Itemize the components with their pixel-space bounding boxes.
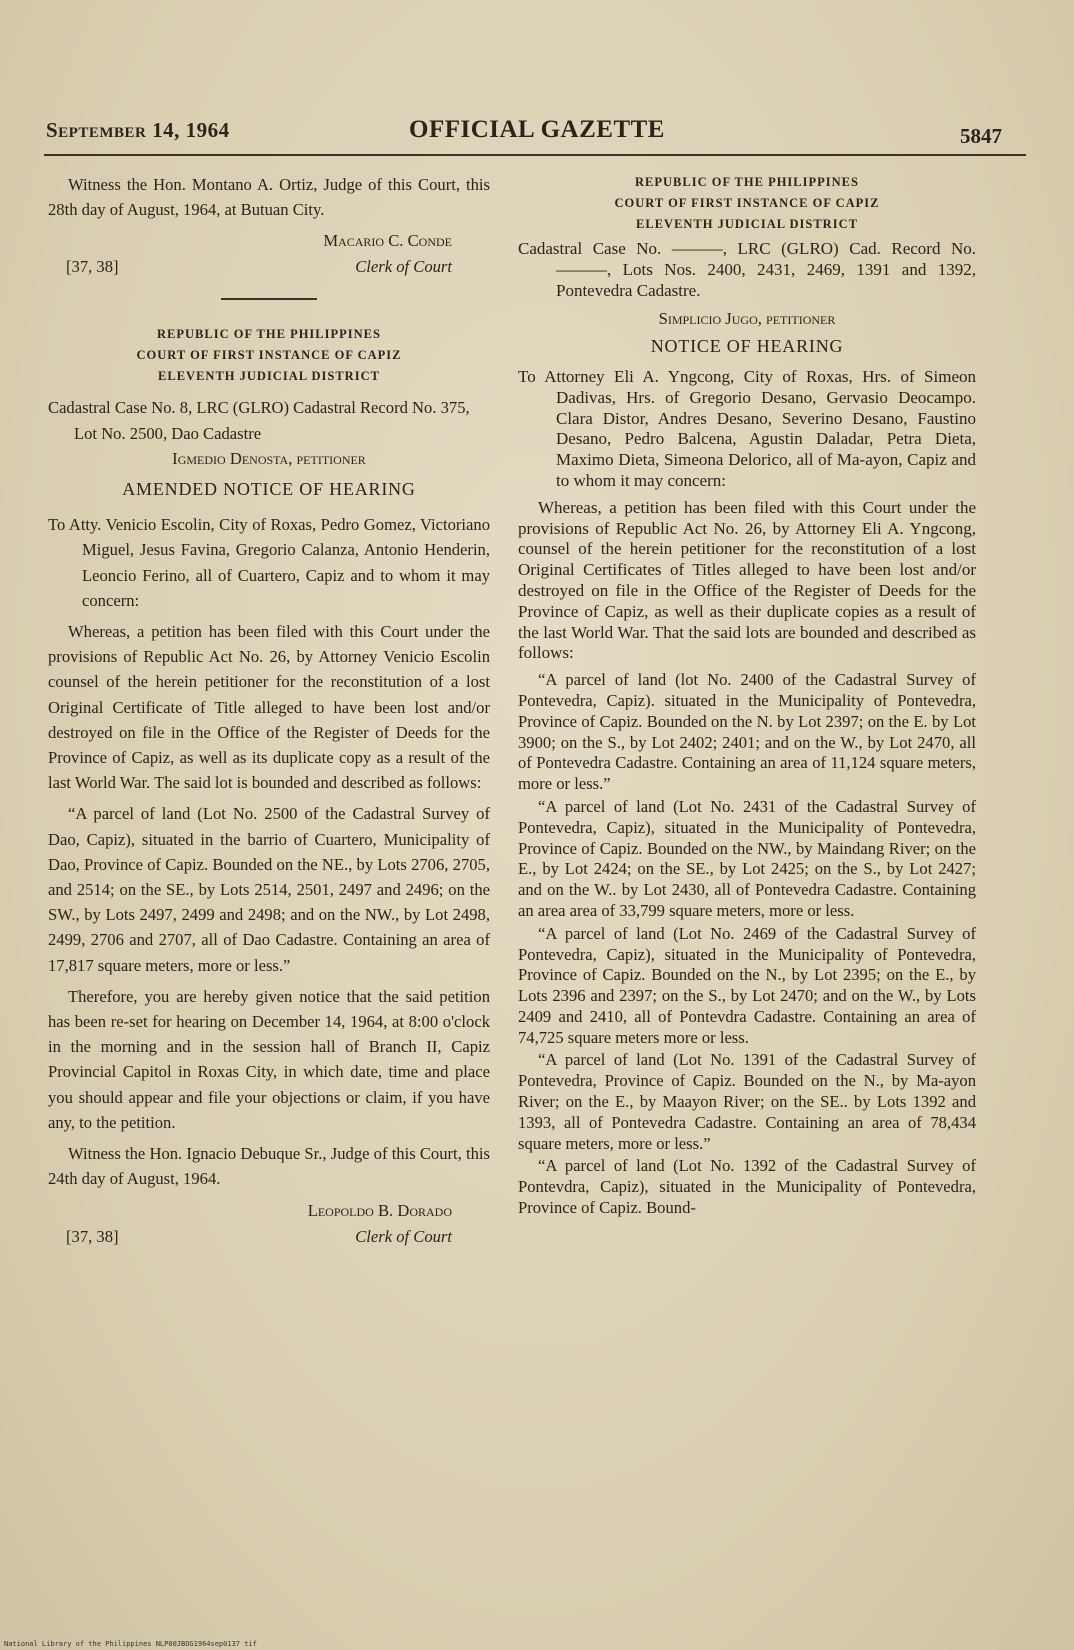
notice-title: AMENDED NOTICE OF HEARING [122, 479, 416, 500]
court-heading: REPUBLIC OF THE PHILIPPINES [635, 175, 859, 189]
header-date: September 14, 1964 [46, 118, 230, 142]
header-divider [44, 154, 1026, 156]
court-heading: COURT OF FIRST INSTANCE OF CAPIZ [614, 196, 880, 210]
signatory-name: Leopoldo B. Dorado [307, 1200, 452, 1220]
signatory-title: Clerk of Court [355, 257, 452, 277]
signature-block [48, 228, 490, 280]
section-divider [221, 298, 317, 300]
case-line: Cadastral Case No. ———, LRC (GLRO) Cad. Record No. ———, Lots Nos. 2400, 2431, 2469, 1391 and 1392, Pontevedra Cadastre. [518, 239, 976, 300]
whereas-paragraph: Whereas, a petition has been filed with this Court under the provisions of Republic Act No. 26, by Attorney Eli A. Yngcong, counsel of the herein petitioner for the reconstitution of a lost Original Certificates of Titles alleged to have been lost and/or destroyed on file in the Office of the Register of Deeds for the Province of Capiz, as well as their duplicate copies as a result of the last World War. That the said lots are bounded and described as follows: [518, 497, 976, 663]
signatory-title: Clerk of Court [355, 1226, 452, 1246]
parcel-description: “A parcel of land (Lot No. 2431 of the Cadastral Survey of Pontevedra, Capiz), situated in the Municipality of Pontevedra, Province of Capiz. Bounded on the NW., by Maindang River; on the E., by Lot 2424; on the SE., by Lot 2425; on the S., by Lot 2427; and on the W.. by Lot 2430, all of Pontevedra Cadastre. Containing an area area of 33,799 square meters, more or less. [518, 796, 976, 920]
page-header [46, 112, 1028, 152]
parcel-description: “A parcel of land (Lot No. 2469 of the Cadastral Survey of Pontevedra, Capiz), situated in the Municipality of Pontevedra, Province of Capiz. Bounded on the N., by Lot 2395; on the E., by Lots 2396 and 2397; on the S., by Lot 2470; and on the W., by Lots 2409 and 2410, all of Pontevdra Cadastre. Containing an area of 74,725 square meters more or less. [518, 923, 976, 1047]
court-heading: ELEVENTH JUDICIAL DISTRICT [158, 369, 380, 384]
addressees: To Attorney Eli A. Yngcong, City of Roxas, Hrs. of Simeon Dadivas, Hrs. of Gregorio Desano, Gervasio Deocampo. Clara Distor, Andres Desano, Severino Desano, Faustino Desano, Pedro Balcena, Agustin Daladar, Petra Dieta, Maximo Dieta, Simeona Delorico, all of Ma-ayon, Capiz and to whom it may concern: [518, 366, 976, 490]
court-heading: COURT OF FIRST INSTANCE OF CAPIZ [136, 348, 402, 363]
issue-reference: [37, 38] [66, 257, 119, 277]
witness-paragraph: Witness the Hon. Montano A. Ortiz, Judge of this Court, this 28th day of August, 1964, at Butuan City. [48, 175, 490, 220]
parcel-description: “A parcel of land (lot No. 2400 of the Cadastral Survey of Pontevedra, Capiz). situated in the Municipality of Pontevedra, Province of Capiz. Bounded on the N. by Lot 2397; on the E. by Lot 3900; on the S., by Lot 2402; 2401; and on the W., by Lot 2470, all of Pontevedra Cadastre. Containing an area of 11,124 square meters, more or less.” [518, 670, 976, 794]
parcel-description: “A parcel of land (Lot No. 2500 of the Cadastral Survey of Dao, Capiz), situated in the barrio of Cuartero, Municipality of Dao, Province of Capiz. Bounded on the NE., by Lots 2706, 2705, and 2514; on the SE., by Lots 2514, 2501, 2497 and 2496; on the SW., by Lots 2497, 2499 and 2498; and on the NW., by Lot 2498, 2499, 2706 and 2707, all of Dao Cadastre. Containing an area of 17,817 square meters, more or less.” [48, 804, 490, 975]
issue-reference: [37, 38] [66, 1226, 119, 1246]
petitioner-line: Simplicio Jugo, petitioner [658, 309, 836, 329]
therefore-paragraph: Therefore, you are hereby given notice that the said petition has been re-set for hearing on December 14, 1964, at 8:00 o'clock in the morning and in the session hall of Branch II, Capiz Provincial Capitol in Roxas City, in which date, time and place you should appear and file your objections or claim, if you have any, to the petition. [48, 986, 490, 1132]
parcel-description: “A parcel of land (Lot No. 1391 of the Cadastral Survey of Pontevedra, Province of Capiz. Bounded on the N., by Ma-ayon River; on the E., by Maayon River; on the SE.. by Lots 1392 and 1393, all of Pontevedra Cadastre. Containing an area of 78,434 square meters, more or less.” [518, 1050, 976, 1153]
scan-footer: National Library of the Philippines NLP00JBOG1964sep0137 tif [4, 1640, 257, 1648]
addressees: To Atty. Venicio Escolin, City of Roxas, Pedro Gomez, Victoriano Miguel, Jesus Favina, Gregorio Calanza, Antonio Henderin, Leoncio Ferino, all of Cuartero, Capiz and to whom it may concern: [48, 515, 490, 610]
petitioner-line: Igmedio Denosta, petitioner [172, 448, 366, 468]
court-heading: REPUBLIC OF THE PHILIPPINES [157, 327, 381, 342]
left-column [48, 172, 490, 1256]
case-line: Cadastral Case No. 8, LRC (GLRO) Cadastral Record No. 375, Lot No. 2500, Dao Cadastre [48, 398, 470, 443]
signature-block [48, 1198, 490, 1250]
parcel-description: “A parcel of land (Lot No. 1392 of the Cadastral Survey of Pontevdra, Capiz), situated in the Municipality of Pontevedra, Province of Capiz. Bound- [518, 1156, 976, 1218]
whereas-paragraph: Whereas, a petition has been filed with this Court under the provisions of Republic Act No. 26, by Attorney Venicio Escolin counsel of the herein petitioner for the reconstitution of a lost Original Certificate of Title alleged to have been lost and/or destroyed on file in the Office of the Register of Deeds for the Province of Capiz, as well as its duplicate copy as a result of the last World War. The said lot is bounded and described as follows: [48, 622, 490, 793]
header-title: OFFICIAL GAZETTE [409, 116, 665, 143]
notice-title: NOTICE OF HEARING [650, 336, 844, 357]
right-column [518, 172, 976, 1225]
witness-paragraph: Witness the Hon. Ignacio Debuque Sr., Judge of this Court, this 24th day of August, 1964. [48, 1144, 490, 1189]
header-page-number: 5847 [960, 124, 1002, 148]
court-heading: ELEVENTH JUDICIAL DISTRICT [636, 217, 858, 231]
signatory-name: Macario C. Conde [323, 231, 452, 251]
